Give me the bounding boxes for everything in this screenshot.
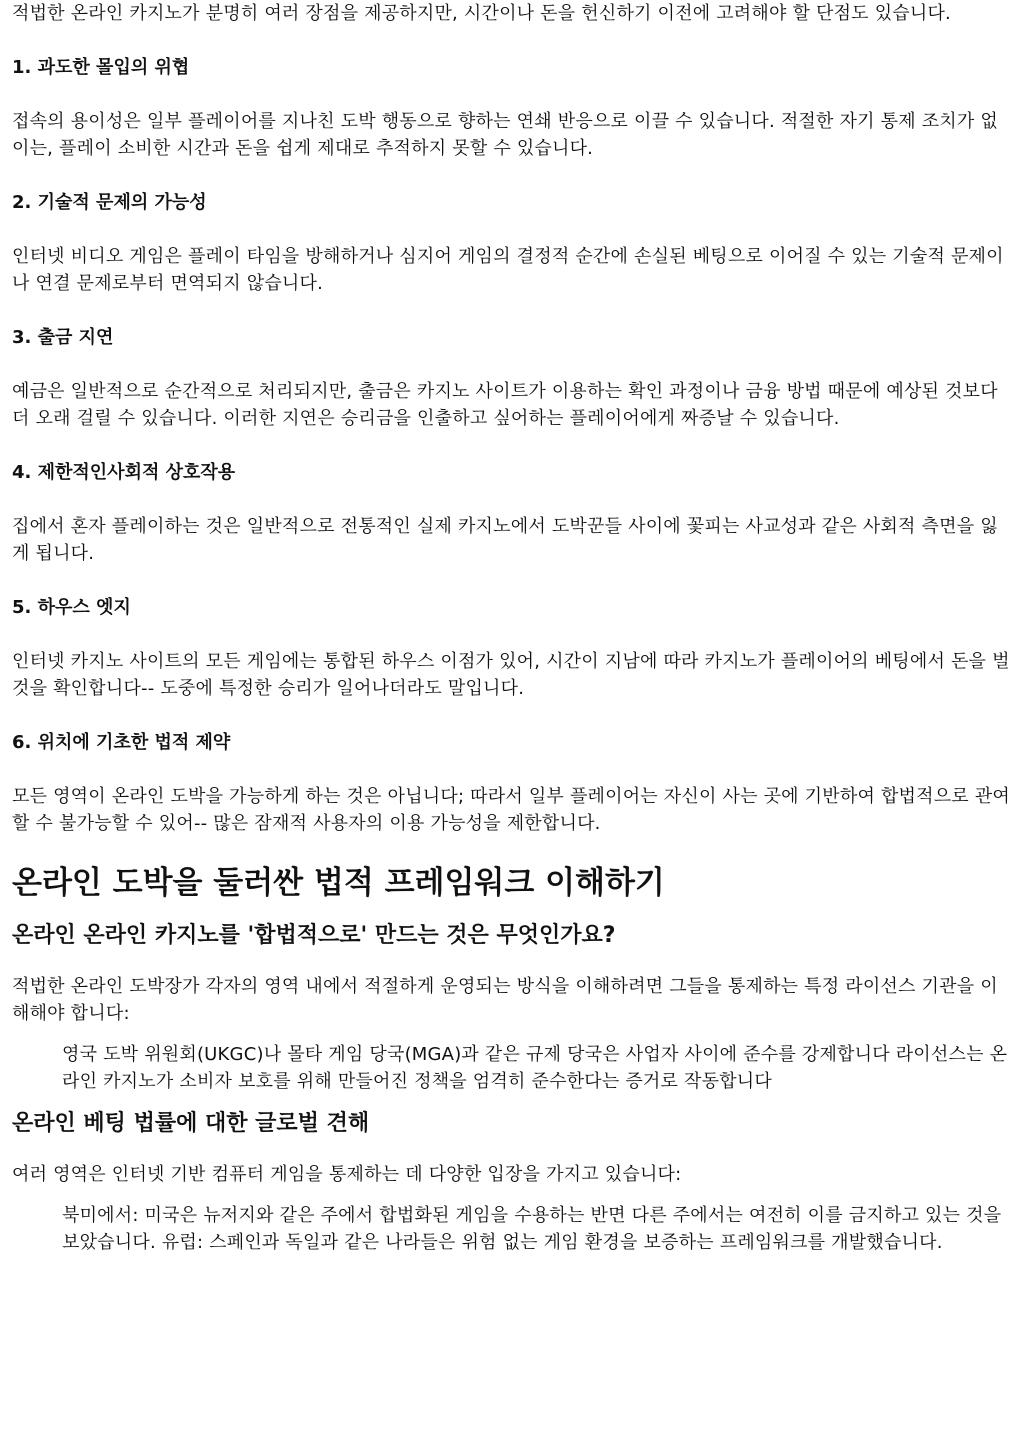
legal-paragraph: 여러 영역은 인터넷 기반 컴퓨터 게임을 통제하는 데 다양한 입장을 가지고 있습니다:	[12, 1164, 682, 1185]
section-heading: 4. 제한적인사회적 상호작용	[12, 462, 236, 483]
section-heading: 3. 출금 지연	[12, 327, 114, 348]
section-body: 인터넷 비디오 게임은 플레이 타임을 방해하거나 심지어 게임의 결정적 순간에 손실된 베팅으로 이어질 수 있는 기술적 문제이나 연결 문제로부터 면역되지 않습니다.	[12, 246, 1004, 294]
section-body: 접속의 용이성은 일부 플레이어를 지나친 도박 행동으로 향하는 연쇄 반응으로 이끌 수 있습니다. 적절한 자기 통제 조치가 없이는, 플레이 소비한 시간과 돈을 쉽게 제대로 추적하지 못할 수 있습니다.	[12, 111, 998, 159]
legal-paragraph: 적법한 온라인 도박장가 각자의 영역 내에서 적절하게 운영되는 방식을 이해하려면 그들을 통제하는 특정 라이선스 기관을 이해해야 합니다:	[12, 976, 998, 1024]
legal-framework-title: 온라인 도박을 둘러싼 법적 프레임워크 이해하기	[12, 865, 665, 901]
legal-subheading: 온라인 온라인 카지노를 '합법적으로' 만드는 것은 무엇인가요?	[12, 923, 616, 948]
section-body: 인터넷 카지노 사이트의 모든 게임에는 통합된 하우스 이점가 있어, 시간이 지남에 따라 카지노가 플레이어의 베팅에서 돈을 벌 것을 확인합니다-- 도중에 특정한 승리가 일어나더라도 말입니다.	[12, 651, 1010, 699]
section-heading: 6. 위치에 기초한 법적 제약	[12, 732, 231, 753]
global-laws-quote-text: 북미에서: 미국은 뉴저지와 같은 주에서 합법화된 게임을 수용하는 반면 다른 주에서는 여전히 이를 금지하고 있는 것을 보았습니다. 유럽: 스페인과 독일과 같은 나라들은 위험 없는 게임 환경을 보증하는 프레임워크를 개발했습니다.	[62, 1205, 1002, 1253]
licensing-quote-text: 영국 도박 위원회(UKGC)나 몰타 게임 당국(MGA)과 같은 규제 당국은 사업자 사이에 준수를 강제합니다 라이선스는 온라인 카지노가 소비자 보호를 위해 만들어진 정책을 엄격히 준수한다는 증거로 작동합니다	[62, 1044, 1008, 1092]
section-heading: 5. 하우스 엣지	[12, 597, 131, 618]
section-body: 모든 영역이 온라인 도박을 가능하게 하는 것은 아닙니다; 따라서 일부 플레이어는 자신이 사는 곳에 기반하여 합법적으로 관여할 수 불가능할 수 있어-- 많은 잠재적 사용자의 이용 가능성을 제한합니다.	[12, 786, 1010, 834]
section-body: 예금은 일반적으로 순간적으로 처리되지만, 출금은 카지노 사이트가 이용하는 확인 과정이나 금융 방법 때문에 예상된 것보다 더 오래 걸릴 수 있습니다. 이러한 지연은 승리금을 인출하고 싶어하는 플레이어에게 짜증날 수 있습니다.	[12, 381, 998, 429]
licensing-quote	[62, 1041, 1012, 1095]
legal-subheading: 온라인 베팅 법률에 대한 글로벌 견해	[12, 1111, 370, 1136]
section-body: 집에서 혼자 플레이하는 것은 일반적으로 전통적인 실제 카지노에서 도박꾼들 사이에 꽃피는 사교성과 같은 사회적 측면을 잃게 됩니다.	[12, 516, 998, 564]
intro-paragraph: 적법한 온라인 카지노가 분명히 여러 장점을 제공하지만, 시간이나 돈을 헌신하기 이전에 고려해야 할 단점도 있습니다.	[12, 3, 951, 24]
global-laws-quote	[62, 1202, 1012, 1256]
section-heading: 1. 과도한 몰입의 위협	[12, 57, 190, 78]
section-heading: 2. 기술적 문제의 가능성	[12, 192, 207, 213]
